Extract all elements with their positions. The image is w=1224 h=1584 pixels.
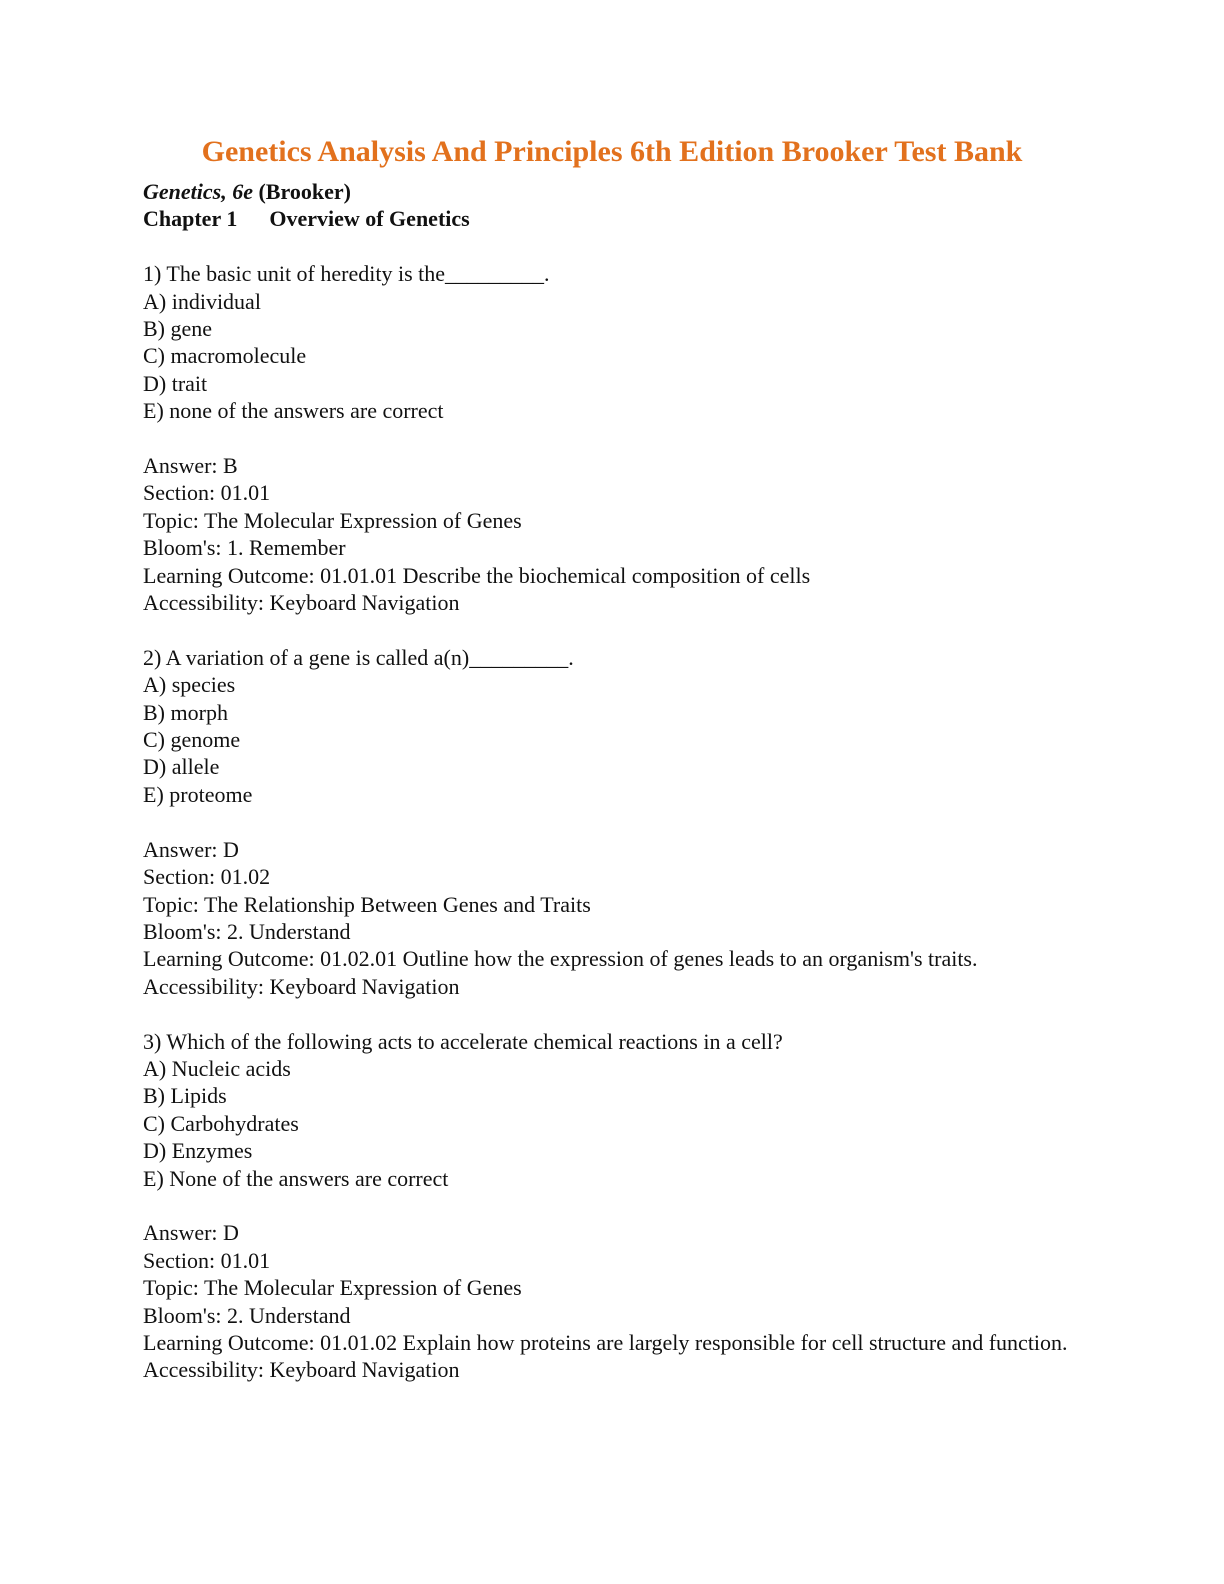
topic: Topic: The Molecular Expression of Genes: [143, 507, 522, 533]
answer-option: A) Nucleic acids: [143, 1055, 291, 1081]
answer-option: E) None of the answers are correct: [143, 1165, 449, 1191]
answer-option: D) allele: [143, 754, 220, 780]
book-author: (Brooker): [252, 179, 351, 204]
answer-option: E) proteome: [143, 781, 253, 807]
answer-option: B) gene: [143, 316, 213, 342]
document-title: Genetics Analysis And Principles 6th Edition Brooker Test Bank: [201, 135, 1023, 168]
section-ref: Section: 01.02: [143, 864, 271, 890]
section-ref: Section: 01.01: [143, 480, 271, 506]
book-title: Genetics, 6e: [143, 179, 253, 204]
question-block: [143, 260, 1083, 616]
question-block: [143, 1028, 1083, 1384]
accessibility-note: Accessibility: Keyboard Navigation: [143, 1357, 460, 1383]
answer-key: Answer: D: [143, 1220, 239, 1246]
topic: Topic: The Molecular Expression of Genes: [143, 1275, 522, 1301]
learning-outcome: Learning Outcome: 01.02.01 Outline how the expression of genes leads to an organism's traits.: [143, 946, 978, 972]
answer-key: Answer: D: [143, 836, 239, 862]
section-ref: Section: 01.01: [143, 1247, 271, 1273]
chapter-title: Overview of Genetics: [269, 206, 470, 232]
learning-outcome: Learning Outcome: 01.01.02 Explain how proteins are largely responsible for cell structure and function.: [143, 1329, 1068, 1355]
answer-option: C) macromolecule: [143, 343, 307, 369]
question-stem: 3) Which of the following acts to accelerate chemical reactions in a cell?: [143, 1028, 783, 1054]
answer-option: A) individual: [143, 288, 261, 314]
answer-option: A) species: [143, 672, 236, 698]
accessibility-note: Accessibility: Keyboard Navigation: [143, 973, 460, 999]
answer-option: C) genome: [143, 727, 241, 753]
answer-option: B) Lipids: [143, 1083, 227, 1109]
answer-option: D) trait: [143, 370, 208, 396]
accessibility-note: Accessibility: Keyboard Navigation: [143, 590, 460, 616]
blooms-level: Bloom's: 2. Understand: [143, 1302, 351, 1328]
topic: Topic: The Relationship Between Genes and Traits: [143, 891, 591, 917]
book-heading: [143, 178, 1083, 205]
answer-option: E) none of the answers are correct: [143, 398, 444, 424]
question-stem: 1) The basic unit of heredity is the_________.: [143, 261, 550, 287]
blooms-level: Bloom's: 2. Understand: [143, 918, 351, 944]
blooms-level: Bloom's: 1. Remember: [143, 535, 346, 561]
chapter-heading: [143, 205, 1083, 232]
learning-outcome: Learning Outcome: 01.01.01 Describe the biochemical composition of cells: [143, 562, 811, 588]
question-block: [143, 644, 1083, 1000]
answer-option: B) morph: [143, 699, 228, 725]
question-stem: 2) A variation of a gene is called a(n)_________.: [143, 644, 574, 670]
answer-option: D) Enzymes: [143, 1138, 253, 1164]
chapter-label: Chapter 1: [143, 206, 238, 232]
answer-option: C) Carbohydrates: [143, 1110, 299, 1136]
answer-key: Answer: B: [143, 453, 238, 479]
document-body: [143, 178, 1083, 1384]
